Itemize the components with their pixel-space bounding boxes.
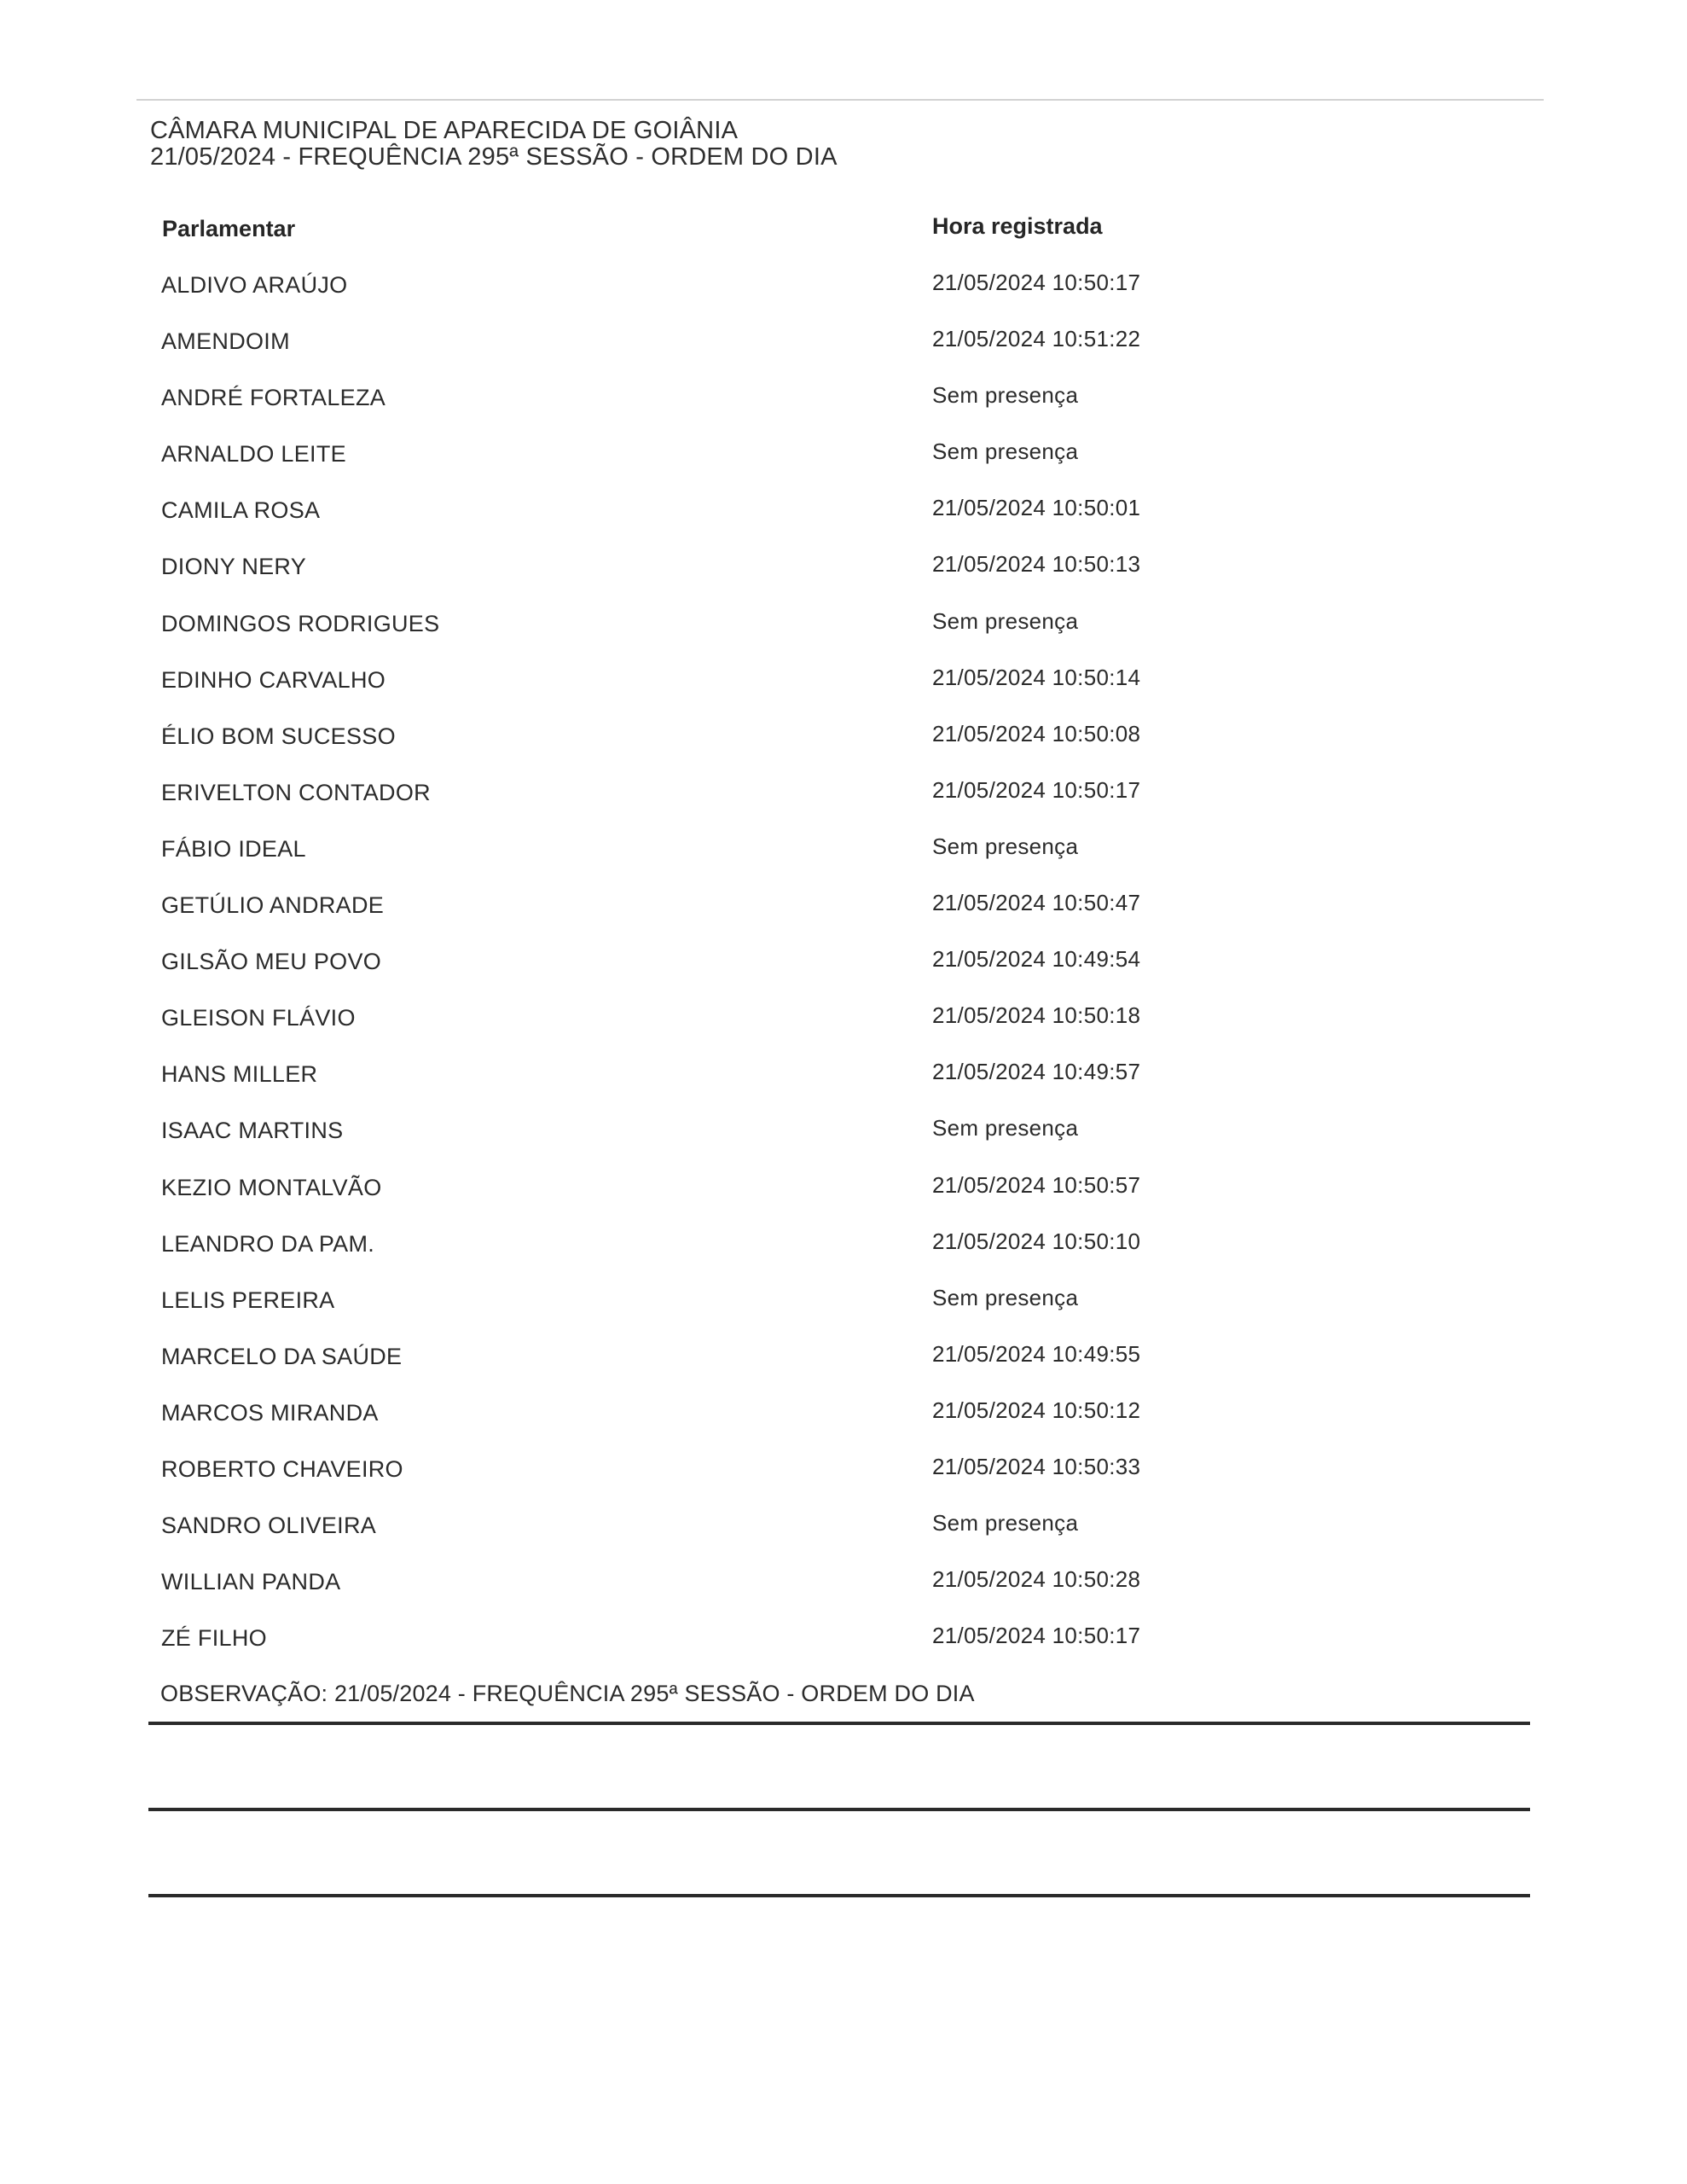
parlamentar-name: AMENDOIM xyxy=(161,328,290,355)
registered-time: 21/05/2024 10:50:28 xyxy=(932,1566,1141,1593)
parlamentar-name: MARCELO DA SAÚDE xyxy=(161,1343,403,1369)
parlamentar-name: WILLIAN PANDA xyxy=(161,1569,341,1595)
table-row xyxy=(0,438,1687,494)
table-row xyxy=(0,889,1687,945)
parlamentar-name: ZÉ FILHO xyxy=(161,1625,267,1652)
parlamentar-name: MARCOS MIRANDA xyxy=(161,1399,379,1426)
table-row xyxy=(0,1058,1687,1114)
parlamentar-name: FÁBIO IDEAL xyxy=(161,835,306,862)
parlamentar-name: ISAAC MARTINS xyxy=(161,1118,344,1144)
table-row xyxy=(0,1340,1687,1397)
registered-time: Sem presença xyxy=(932,1115,1079,1141)
parlamentar-name: GILSÃO MEU POVO xyxy=(161,949,382,975)
registered-time: 21/05/2024 10:50:57 xyxy=(932,1171,1141,1198)
table-row xyxy=(0,550,1687,607)
parlamentar-name: GLEISON FLÁVIO xyxy=(161,1005,356,1031)
parlamentar-name: CAMILA ROSA xyxy=(161,497,321,524)
table-row xyxy=(0,1453,1687,1509)
parlamentar-name: ALDIVO ARAÚJO xyxy=(161,272,348,298)
registered-time: Sem presença xyxy=(932,833,1079,859)
parlamentar-name: KEZIO MONTALVÃO xyxy=(161,1174,382,1200)
parlamentar-name: ANDRÉ FORTALEZA xyxy=(161,385,386,411)
registered-time: 21/05/2024 10:49:55 xyxy=(932,1340,1141,1367)
parlamentar-name: ARNALDO LEITE xyxy=(161,441,346,468)
parlamentar-name: GETÚLIO ANDRADE xyxy=(161,892,385,919)
registered-time: 21/05/2024 10:50:14 xyxy=(932,664,1141,690)
registered-time: 21/05/2024 10:49:57 xyxy=(932,1059,1141,1085)
table-row xyxy=(0,776,1687,833)
registered-time: 21/05/2024 10:50:08 xyxy=(932,720,1141,746)
parlamentar-name: HANS MILLER xyxy=(161,1061,318,1088)
parlamentar-name: EDINHO CARVALHO xyxy=(161,666,386,693)
registered-time: 21/05/2024 10:50:13 xyxy=(932,551,1141,578)
table-row xyxy=(0,1622,1687,1678)
table-row xyxy=(0,1114,1687,1170)
registered-time: 21/05/2024 10:50:01 xyxy=(932,495,1141,521)
table-row xyxy=(0,325,1687,381)
registered-time: 21/05/2024 10:50:47 xyxy=(932,890,1141,916)
table-row xyxy=(0,1509,1687,1565)
parlamentar-name: ERIVELTON CONTADOR xyxy=(161,779,431,805)
parlamentar-name: DIONY NERY xyxy=(161,554,307,580)
registered-time: Sem presença xyxy=(932,1510,1079,1536)
signature-line xyxy=(148,1894,1530,1897)
parlamentar-name: LELIS PEREIRA xyxy=(161,1287,335,1313)
registered-time: 21/05/2024 10:50:10 xyxy=(932,1228,1141,1254)
table-row xyxy=(0,1002,1687,1058)
registered-time: 21/05/2024 10:50:17 xyxy=(932,1623,1141,1649)
top-divider xyxy=(136,99,1544,101)
parlamentar-name: DOMINGOS RODRIGUES xyxy=(161,610,440,636)
registered-time: Sem presença xyxy=(932,1284,1079,1310)
table-row xyxy=(0,945,1687,1002)
table-row xyxy=(0,1397,1687,1453)
table-row xyxy=(0,494,1687,550)
signature-line xyxy=(148,1722,1530,1725)
parlamentar-name: LEANDRO DA PAM. xyxy=(161,1230,375,1257)
session-title: 21/05/2024 - FREQUÊNCIA 295ª SESSÃO - ORDEM DO DIA xyxy=(150,143,838,171)
parlamentar-name: ROBERTO CHAVEIRO xyxy=(161,1455,403,1482)
document-header xyxy=(150,118,1515,171)
registered-time: 21/05/2024 10:50:18 xyxy=(932,1002,1141,1029)
table-row xyxy=(0,1171,1687,1228)
attendance-table xyxy=(0,269,1687,1678)
registered-time: 21/05/2024 10:50:17 xyxy=(932,270,1141,295)
table-row xyxy=(0,1228,1687,1284)
registered-time: Sem presença xyxy=(932,382,1079,409)
parlamentar-name: SANDRO OLIVEIRA xyxy=(161,1513,377,1539)
registered-time: Sem presença xyxy=(932,607,1079,634)
table-row xyxy=(0,607,1687,664)
registered-time: 21/05/2024 10:49:54 xyxy=(932,946,1141,973)
registered-time: 21/05/2024 10:50:12 xyxy=(932,1397,1141,1423)
registered-time: 21/05/2024 10:51:22 xyxy=(932,326,1141,352)
table-row xyxy=(0,720,1687,776)
column-header-hora-registrada: Hora registrada xyxy=(932,213,1103,239)
signature-line xyxy=(148,1808,1530,1811)
observation-text: OBSERVAÇÃO: 21/05/2024 - FREQUÊNCIA 295ª SESSÃO - ORDEM DO DIA xyxy=(160,1681,975,1706)
table-row xyxy=(0,269,1687,325)
chamber-name: CÂMARA MUNICIPAL DE APARECIDA DE GOIÂNIA xyxy=(150,117,739,144)
parlamentar-name: ÉLIO BOM SUCESSO xyxy=(161,723,396,749)
table-row xyxy=(0,1284,1687,1340)
table-row xyxy=(0,1565,1687,1622)
registered-time: 21/05/2024 10:50:17 xyxy=(932,776,1141,803)
table-row xyxy=(0,833,1687,889)
table-row xyxy=(0,381,1687,438)
table-row xyxy=(0,664,1687,720)
column-header-parlamentar: Parlamentar xyxy=(162,216,296,241)
registered-time: 21/05/2024 10:50:33 xyxy=(932,1453,1141,1479)
registered-time: Sem presença xyxy=(932,439,1079,465)
